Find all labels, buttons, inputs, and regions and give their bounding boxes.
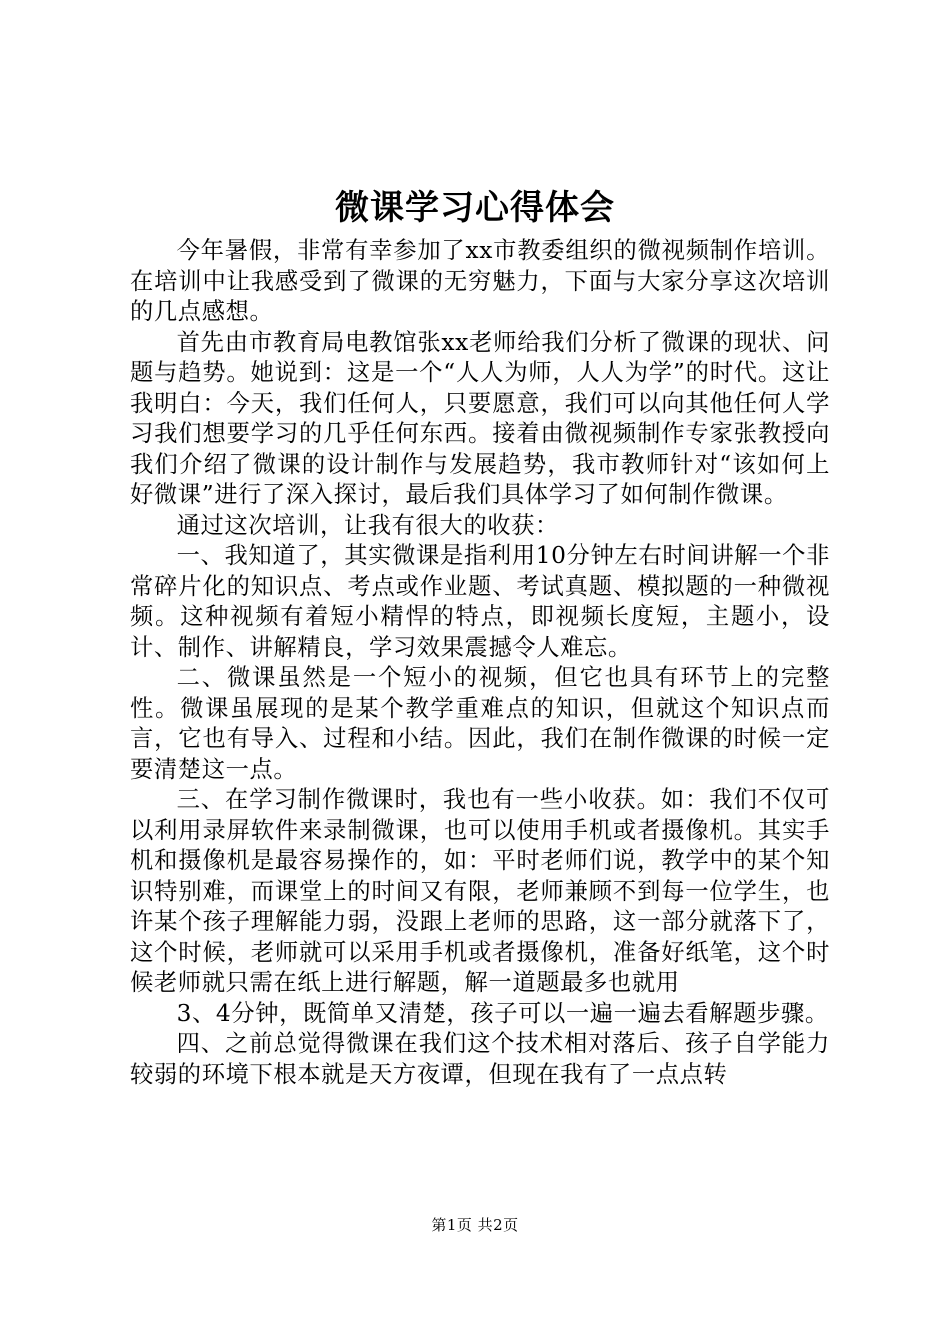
paragraph: 通过这次培训，让我有很大的收获： <box>176 511 559 539</box>
paragraph: 四、之前总觉得微课在我们这个技术相对落后、孩子自学能力较弱的环境下根本就是天方夜谭，但现在我有了一点点转 <box>130 1030 830 1088</box>
paragraph: 3、4分钟，既简单又清楚，孩子可以一遍一遍去看解题步骤。 <box>176 999 829 1027</box>
paragraph: 今年暑假，非常有幸参加了xx市教委组织的微视频制作培训。在培训中让我感受到了微课的无穷魅力，下面与大家分享这次培训的几点感想。 <box>130 237 830 325</box>
paragraph: 首先由市教育局电教馆张xx老师给我们分析了微课的现状、问题与趋势。她说到：这是一个“人人为师，人人为学”的时代。这让我明白：今天，我们任何人，只要愿意，我们可以向其他任何人学习我们想要学习的几乎任何东西。接着由微视频制作专家张教授向我们介绍了微课的设计制作与发展趋势，我市教师针对“该如何上好微课”进行了深入探讨，最后我们具体学习了如何制作微课。 <box>130 328 830 508</box>
paragraph: 三、在学习制作微课时，我也有一些小收获。如：我们不仅可以利用录屏软件来录制微课，也可以使用手机或者摄像机。其实手机和摄像机是最容易操作的，如：平时老师们说，教学中的某个知识特别难，而课堂上的时间又有限，老师兼顾不到每一位学生，也许某个孩子理解能力弱，没跟上老师的思路，这一部分就落下了，这个时候，老师就可以采用手机或者摄像机，准备好纸笔，这个时候老师就只需在纸上进行解题，解一道题最多也就用 <box>130 786 830 996</box>
document-body <box>130 236 830 1090</box>
document-title: 微课学习心得体会 <box>335 188 615 228</box>
paragraph: 一、我知道了，其实微课是指利用10分钟左右时间讲解一个非常碎片化的知识点、考点或作业题、考试真题、模拟题的一种微视频。这种视频有着短小精悍的特点，即视频长度短，主题小，设计、制作、讲解精良，学习效果震撼令人难忘。 <box>130 542 830 661</box>
paragraph: 二、微课虽然是一个短小的视频，但它也具有环节上的完整性。微课虽展现的是某个教学重难点的知识，但就这个知识点而言，它也有导入、过程和小结。因此，我们在制作微课的时候一定要清楚这一点。 <box>130 664 830 783</box>
page-indicator: 第1页 共2页 <box>431 1216 519 1234</box>
